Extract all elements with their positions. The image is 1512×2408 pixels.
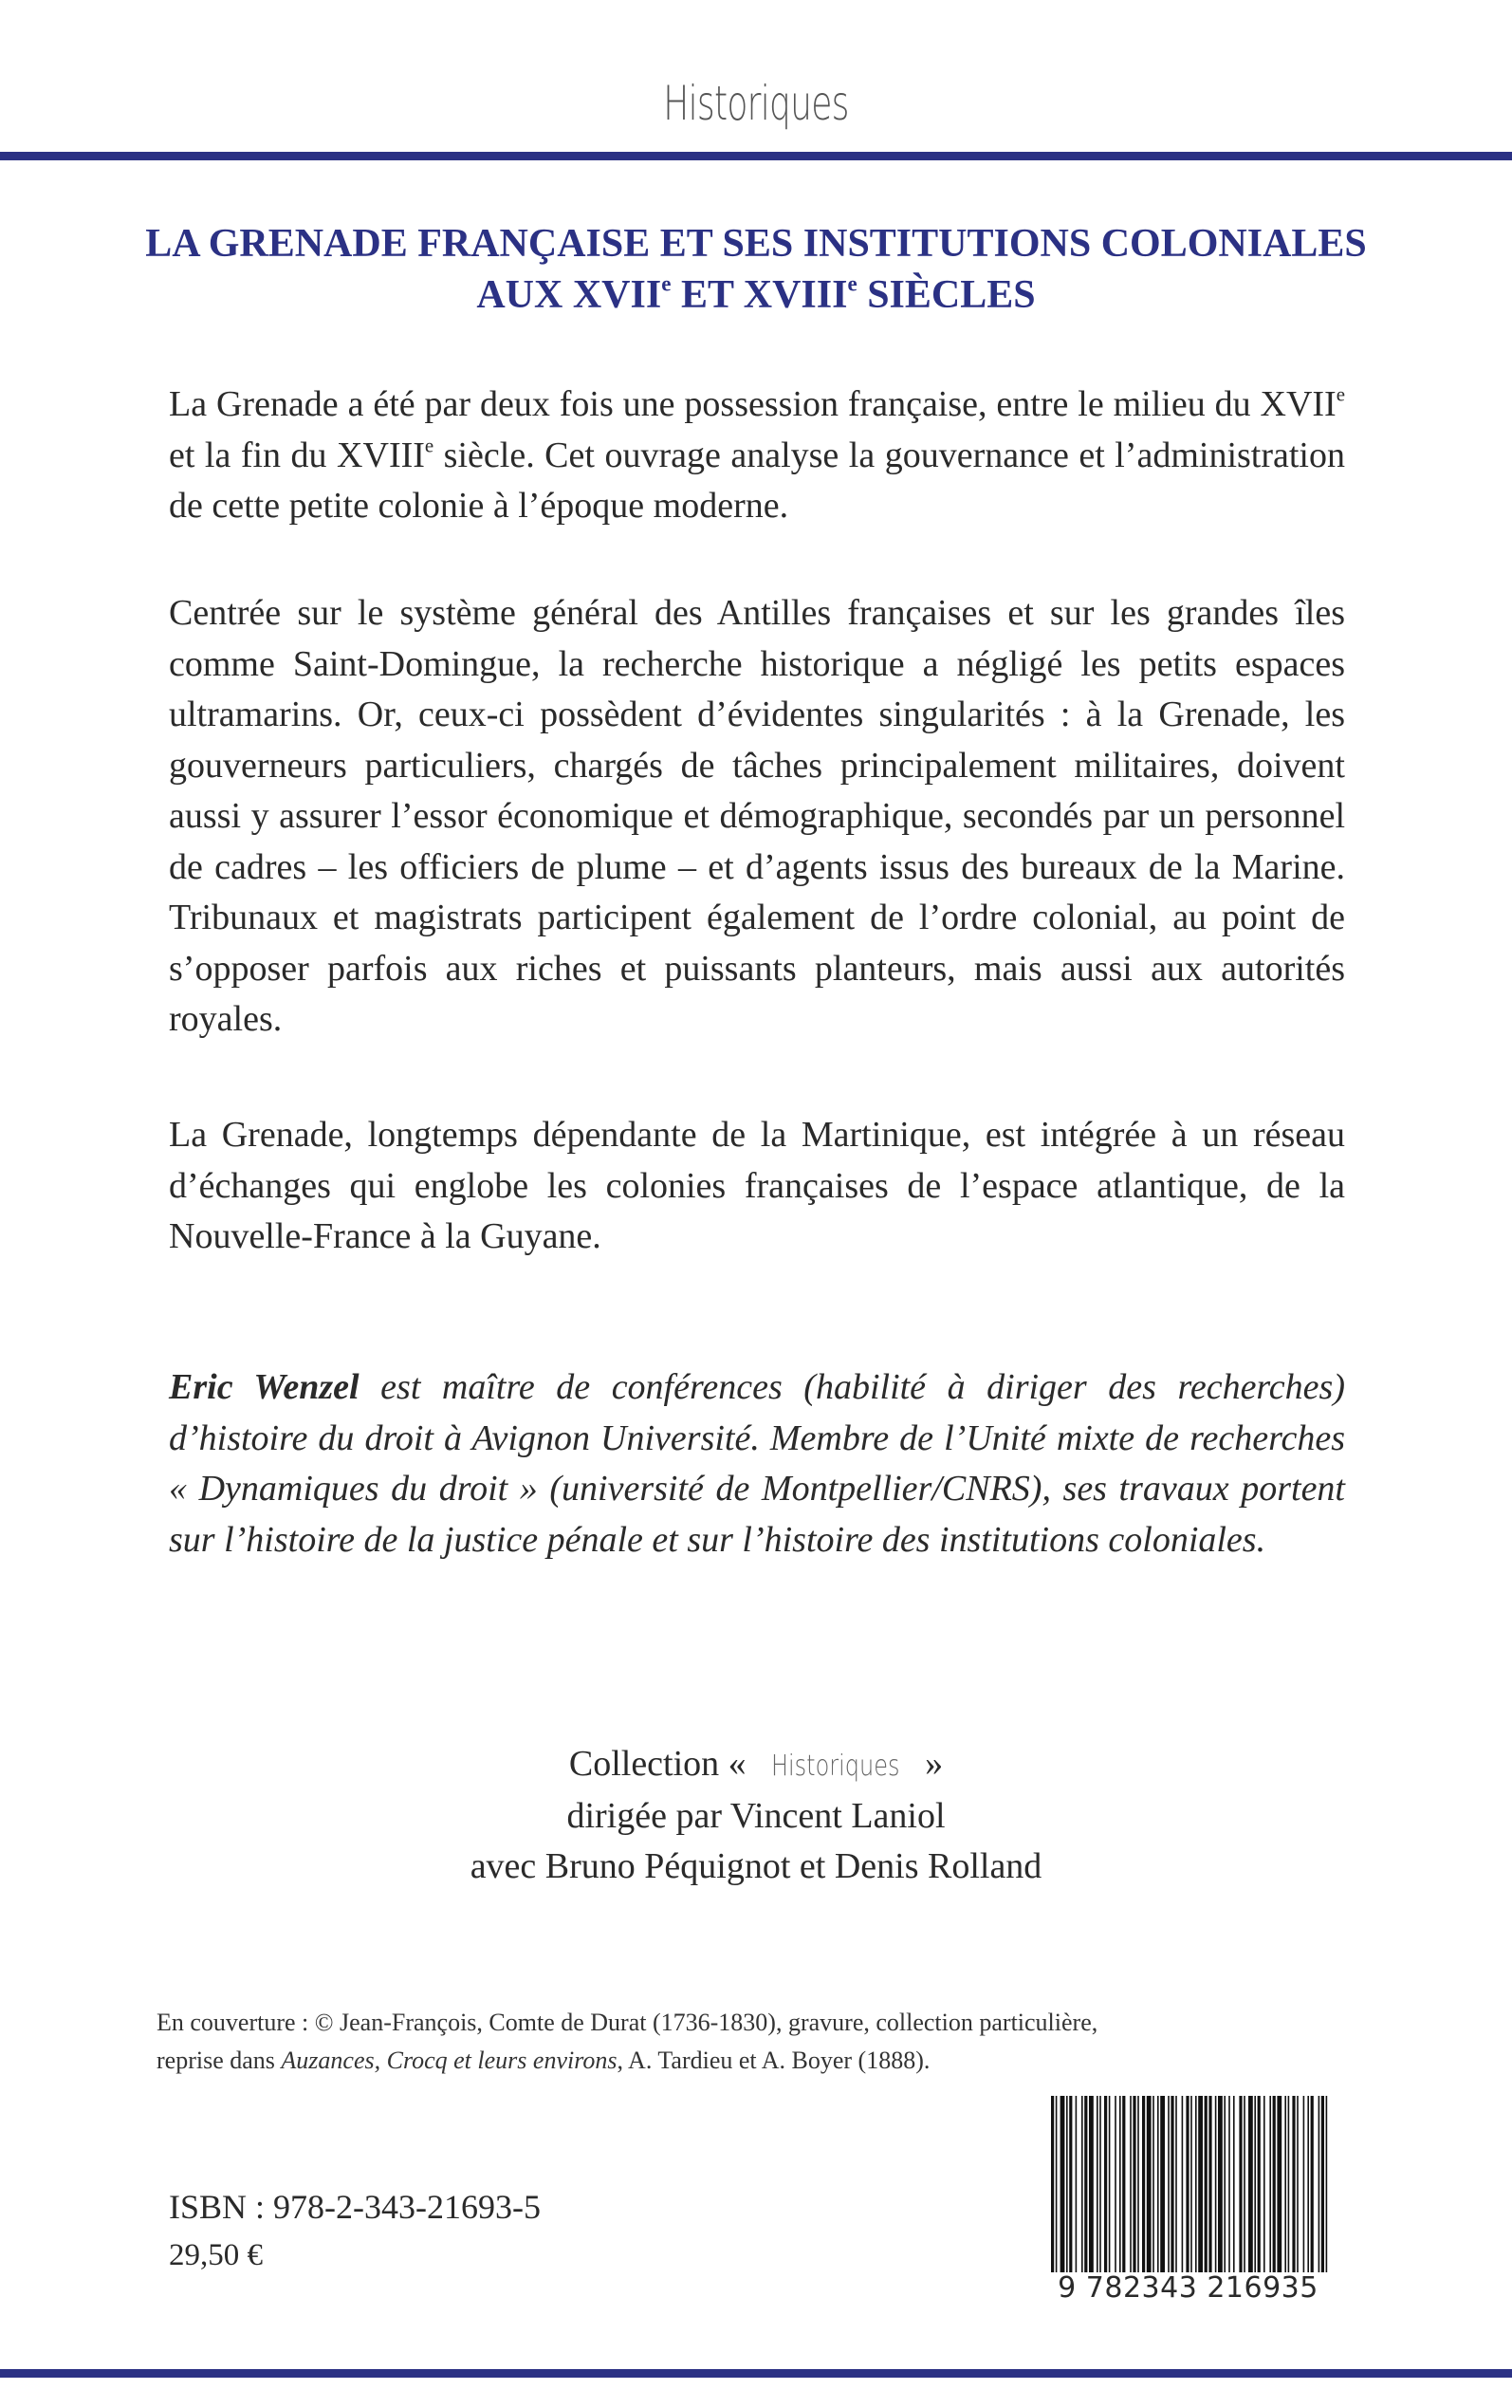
summary-paragraph-3: La Grenade, longtemps dépendante de la Martinique, est intégrée à un réseau d’échanges qui englobe les colonies françaises de l’espace atlantique, de la Nouvelle-France à la Guyane. [169,1115,1345,1256]
title-line-2-a: AUX XVII [476,273,662,317]
p1-sup-2: e [424,433,434,456]
credit-line-2-b: , A. Tardieu et A. Boyer (1888). [617,2047,931,2074]
summary-paragraph-1 [169,380,1345,532]
collection-director: dirigée par Vincent Laniol [566,1796,946,1836]
author-bio-text: est maître de conférences (habilité à diriger des recherches) d’histoire du droit à Avignon Université. Membre de l’Unité mixte de recherches « Dynamiques du droit » (université de Montpellier/CNRS), ses travaux portent sur l’histoire de la justice pénale et sur l’histoire des institutions coloniales. [169,1367,1345,1560]
collection-suffix: » [915,1744,944,1784]
title-line-2-b: ET XVIII [671,273,848,317]
p1-text-b: et la fin du XVIII [169,435,425,475]
isbn: ISBN : 978-2-343-21693-5 [169,2188,541,2226]
credit-line-2-a: reprise dans [157,2047,282,2074]
author-bio [169,1362,1345,1565]
title-sup-2: e [847,270,857,296]
collection-series-logo: Historiques [771,1750,900,1783]
credit-line-1: En couverture : © Jean-François, Comte de Durat (1736-1830), gravure, collection particulière, [157,2009,1098,2036]
price: 29,50 € [169,2238,263,2272]
title-sup-1: e [661,270,672,296]
author-name: Eric Wenzel [169,1367,360,1407]
p1-sup-1: e [1336,382,1345,406]
barcode-digits: 9 782343 216935 [1043,2272,1333,2305]
top-rule [0,152,1512,160]
book-title [0,218,1512,321]
p1-text-c: siècle. Cet ouvrage analyse la gouvernance et l’administration de cette petite colonie à l’époque moderne. [169,435,1345,526]
collection-prefix: Collection « [568,1744,756,1784]
collection-info [0,1739,1512,1892]
title-line-1: LA GRENADE FRANÇAISE ET SES INSTITUTIONS COLONIALES [145,222,1367,266]
collection-co-directors: avec Bruno Péquignot et Denis Rolland [470,1846,1042,1886]
cover-credit [157,2004,1361,2080]
credit-book-title: Auzances, Crocq et leurs environs [281,2047,618,2074]
series-logo: Historiques [663,76,849,131]
p1-text-a: La Grenade a été par deux fois une possession française, entre le milieu du XVII [169,384,1337,424]
summary-paragraph-2: Centrée sur le système général des Antilles françaises et sur les grandes îles comme Saint-Domingue, la recherche historique a négligé les petits espaces ultramarins. Or, ceux-ci possèdent d’évidentes singularités : à la Grenade, les gouverneurs particuliers, chargés de tâches principalement militaires, doivent aussi y assurer l’essor économique et démographique, secondés par un personnel de cadres – les officiers de plume – et d’agents issus des bureaux de la Marine. Tribunaux et magistrats participent également de l’ordre colonial, au point de s’opposer parfois aux riches et puissants planteurs, mais aussi aux autorités royales. [169,593,1345,1039]
title-line-2-c: SIÈCLES [857,273,1036,317]
bottom-rule [0,2369,1512,2378]
